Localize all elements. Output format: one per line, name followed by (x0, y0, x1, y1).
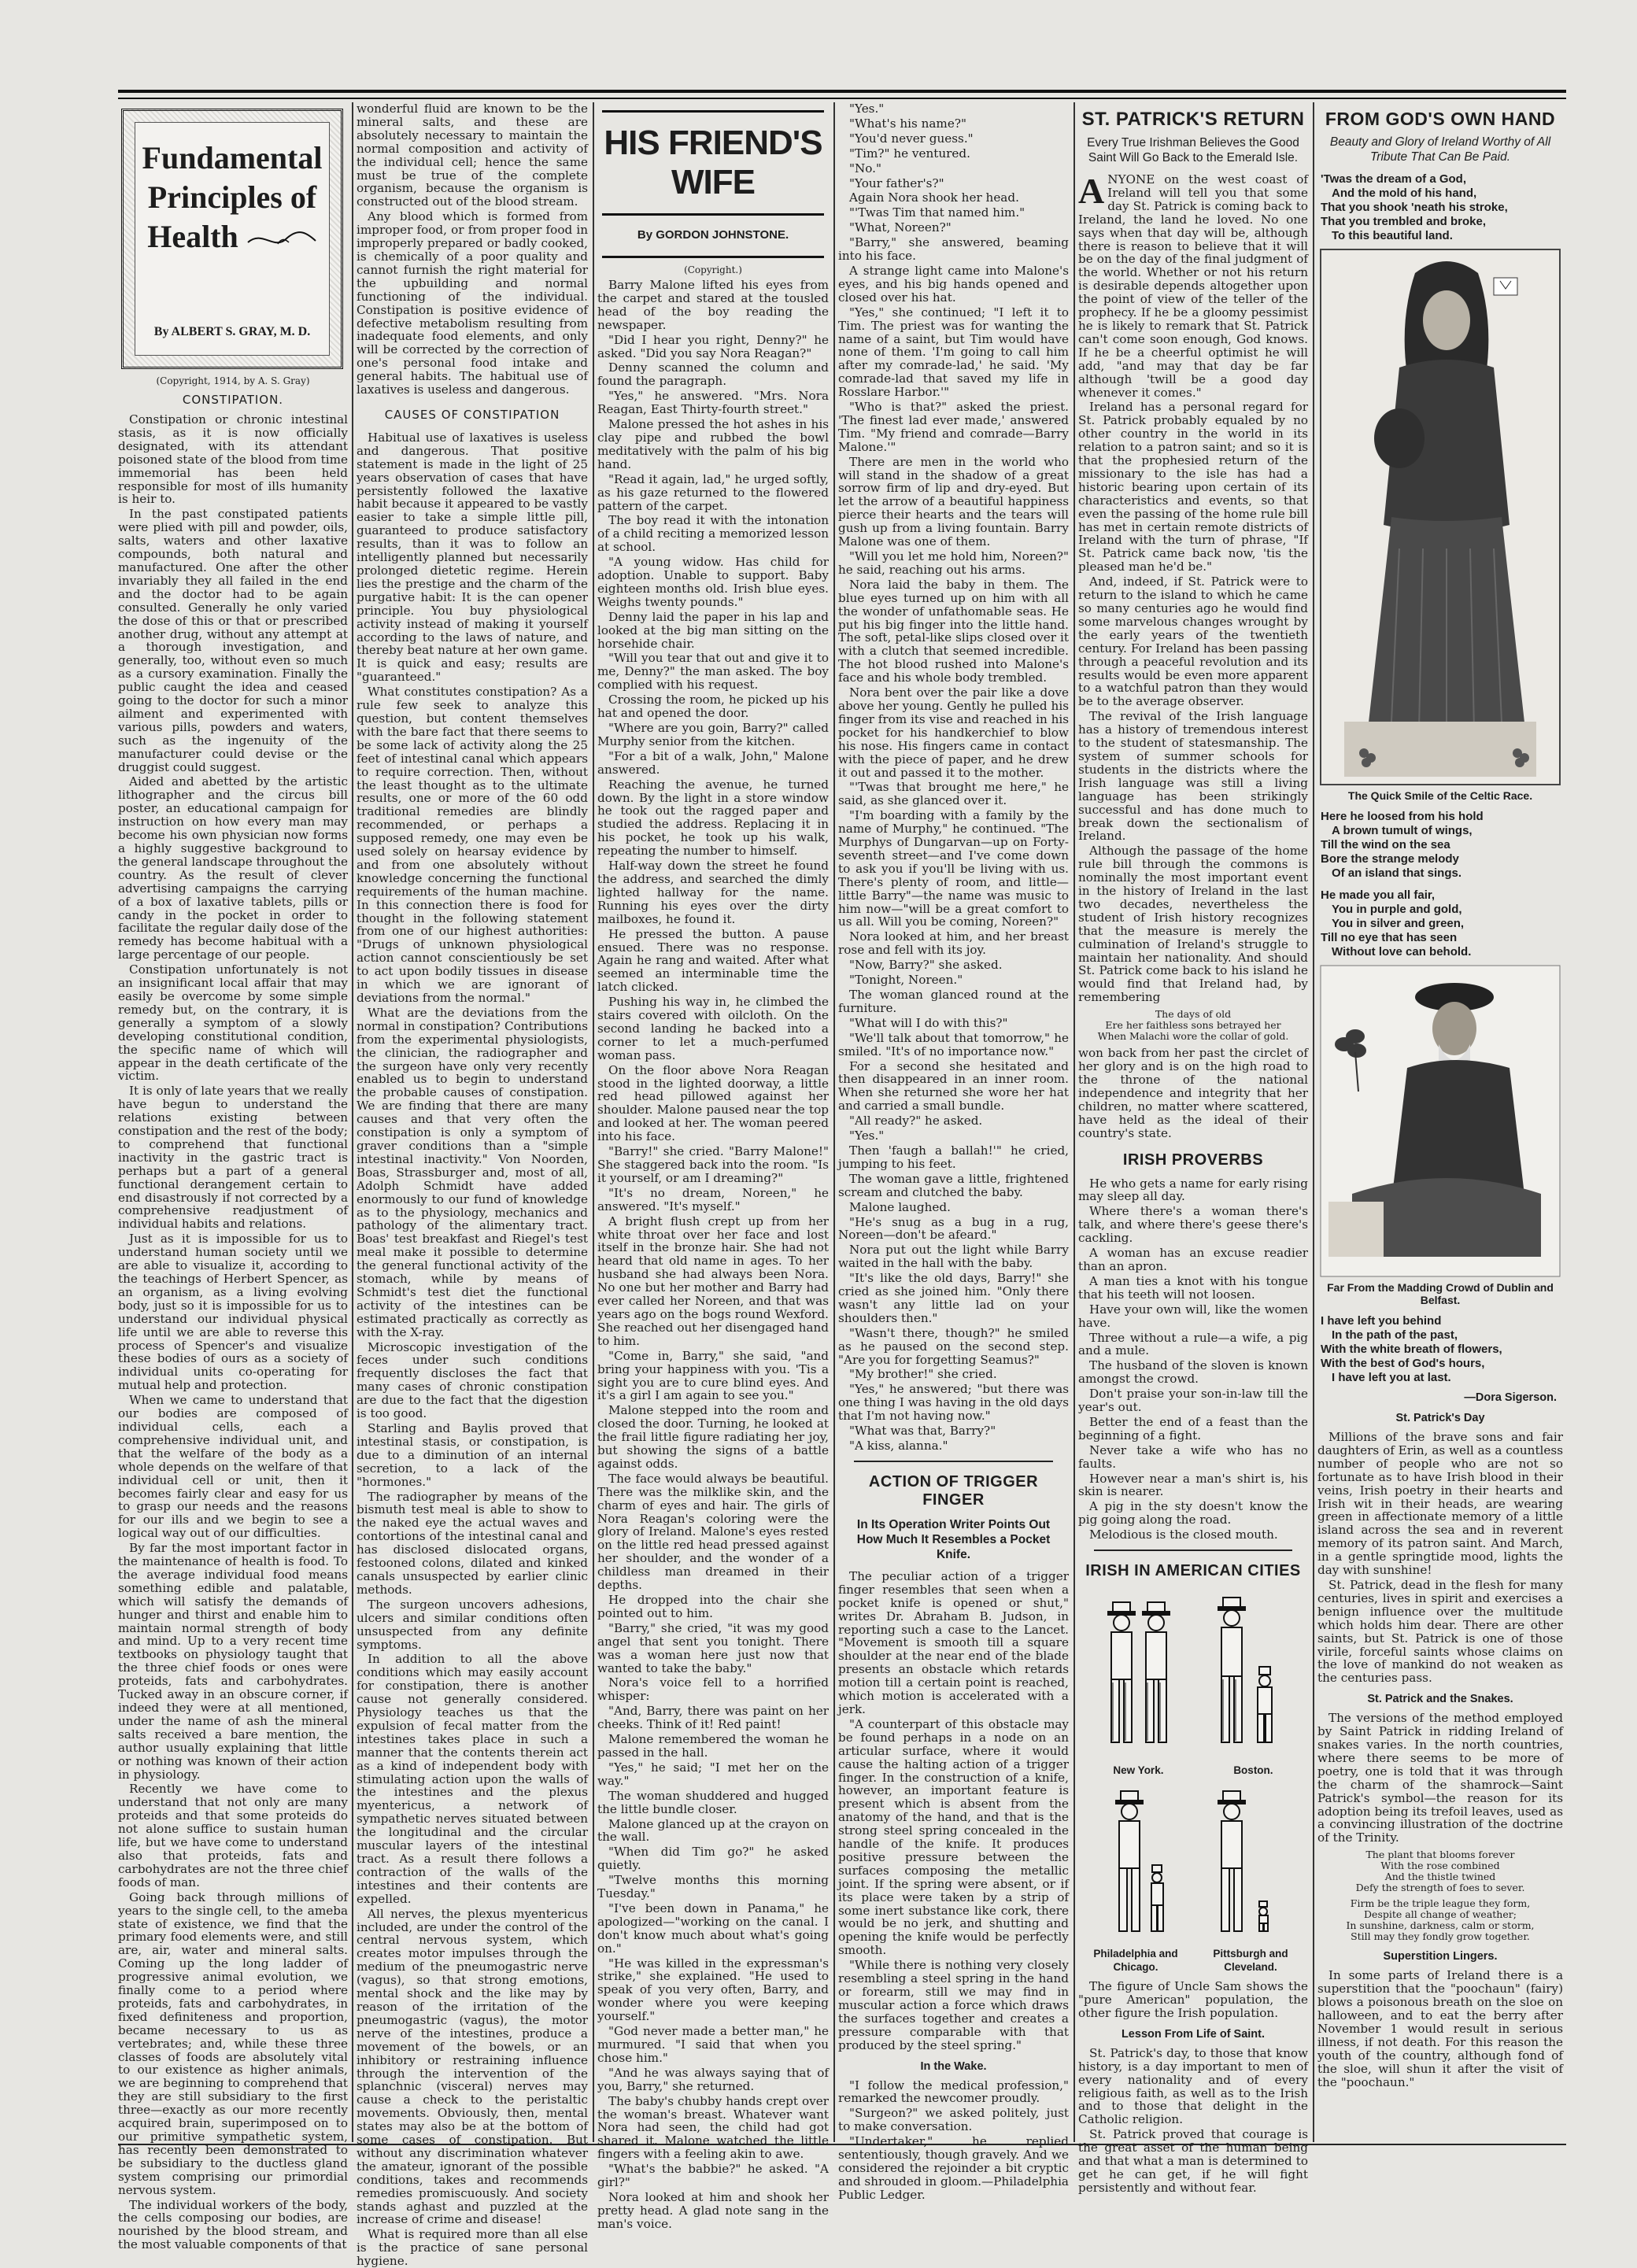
st-patrick-title: ST. PATRICK'S RETURN (1081, 109, 1305, 130)
paragraph: "I follow the medical profession," remarked the newcomer proudly. (838, 2078, 1069, 2106)
woman-portrait-icon (1321, 249, 1560, 785)
paragraph: The surgeon uncovers adhesions, ulcers and similar conditions often unsuspected from any definite symptoms. (357, 1597, 588, 1652)
uncle-sam-figures-icon (1081, 1783, 1305, 1941)
story-byline: By GORDON JOHNSTONE. (637, 228, 789, 242)
paragraph: Recently we have come to understand that not only are many proteids and that some proteids do not alone suffice to sustain human life, but we have come to understand also that proteids, fats and carbohydrates are not the three chief foods of man. (118, 1782, 348, 1889)
flourish-icon (246, 228, 317, 252)
uncle-sam-cartoon-row1 (1081, 1588, 1305, 1757)
paragraph: It is only of late years that we really have begun to understand the relations existing between constipation and the rest of the body; to comprehend that functional inactivity in the gastric tract is perhaps but a part of a general functional derangement certain to end disastrously if not corrected by a comprehensive readjustment of individual habits and relations. (118, 1084, 348, 1232)
paragraph: The figure of Uncle Sam shows the "pure American" population, the other figure the Irish population. (1078, 1979, 1308, 2020)
snakes-title: St. Patrick and the Snakes. (1367, 1693, 1513, 1706)
paragraph: "My brother!" she cried. (849, 1367, 997, 1382)
paragraph: In addition to all the above conditions which may easily account for constipation, there is another cause not generally considered. Physiology teaches us that the expulsion of fecal matter from the intestines takes place in such a manner that the contents therein act as a kind of independent body with stimulating action upon the walls of the intestines and the plexus myentericus, a network of sympathetic nerves situated between the longitudinal and the circular muscular layers of the intestinal tract. As a result there follows a contraction of the walls of the intestines and their contents are expelled. (357, 1652, 588, 1906)
paragraph: He dropped into the chair she pointed out to him. (597, 1593, 829, 1620)
paragraph: Although the passage of the home rule bill through the commons is nominally the most important event in the history of Ireland in the last two decades, nevertheless the student of Irish history recognizes that the measure is merely the culmination of Ireland's struggle to maintain her nationality. And should St. Patrick come back to his island he would find that Ireland had, by remembering (1078, 844, 1308, 1005)
paragraph: The radiographer by means of the bismuth test meal is able to show to the naked eye the actual waves and contortions of the intestinal canal and has disclosed dislocated organs, festooned colons, dilated and kinked canals unsuspected by earlier clinic methods. (357, 1489, 588, 1597)
paragraph: Again Nora shook her head. (849, 190, 1019, 205)
paragraph: By far the most important factor in the maintenance of health is food. To the average individual food means something edible and palatable, which will satisfy the demands of hunger and thirst and enable him to maintain normal strength of body and mind. Up to a very recent time textbooks on physiology taught that the three chief foods or ones were proteids, fats and carbohydrates. Tucked away in an obscure corner, if indeed they were at all mentioned, under the name of ash the mineral salts received a bare mention, the author usually explaining that little or nothing was known of their action in physiology. (118, 1541, 348, 1782)
paragraph: What is required more than all else is the practice of sane personal hygiene. (357, 2227, 588, 2268)
poem: 'Twas the dream of a God, And the mold of his hand, That you shook 'neath his stroke, That you trembled and broke, To this beautiful land. (1321, 172, 1508, 242)
top-rule (118, 90, 1566, 93)
proverb: He who gets a name for early rising may sleep all day. (1078, 1176, 1308, 1204)
paragraph: "Surgeon?" we asked politely, just to make conversation. (838, 2106, 1069, 2134)
paragraph: "Yes." (849, 1128, 885, 1143)
paragraph: Denny scanned the column and found the paragraph. (597, 360, 829, 389)
st-patrick-subtitle: Every True Irishman Believes the Good Saint Will Go Back to the Emerald Isle. (1087, 136, 1299, 164)
paragraph: "'Twas that brought me here," he said, as she glanced over it. (838, 780, 1069, 808)
photo-caption: Far From the Madding Crowd of Dublin and Belfast. (1327, 1281, 1554, 1306)
superstition-title: Superstition Lingers. (1383, 1950, 1498, 1963)
paragraph: On the floor above Nora Reagan stood in the lighted doorway, a little red head pillowed against her shoulder. Malone paused near the top and looked at her. The woman peered into his face. (597, 1062, 829, 1144)
paragraph: The face would always be beautiful. There was the milklike skin, and the charm of eyes and hair. The girls of Nora Reagan's coloring were the glory of Ireland. Malone's eyes rested on the little red head pressed against her shoulder, and the wonder of a childless man dreamed in their depths. (597, 1471, 829, 1593)
proverb: A pig in the sty doesn't know the pig going along the road. (1078, 1499, 1308, 1527)
health-copyright: (Copyright, 1914, by A. S. Gray) (156, 375, 310, 386)
paragraph: St. Patrick proved that courage is the great asset of the human being and that what a man is determined to get he can get, if he will fight persistently and without fear. (1078, 2127, 1308, 2195)
paragraph: "It's no dream, Noreen," he answered. "It's myself." (597, 1185, 829, 1213)
paragraph: "Yes," he said; "I met her on the way." (597, 1760, 829, 1788)
paragraph: "Yes," he answered; "but there was one thing I was having in the old days that I'm not having now." (838, 1382, 1069, 1424)
story-rule (602, 256, 824, 258)
paragraph: Malone glanced up at the crayon on the wall. (597, 1816, 829, 1845)
paragraph: Half-way down the street he found the address, and searched the dimly lighted hallway for the name. Running his eyes over the dirty mailboxes, he found it. (597, 859, 829, 926)
paragraph: "Twelve months this morning Tuesday." (597, 1873, 829, 1901)
column-divider (1073, 102, 1075, 2142)
paragraph: "We'll talk about that tomorrow," he smiled. "It's of no importance now." (838, 1030, 1069, 1058)
paragraph: The individual workers of the body, the cells composing our bodies, are nourished by the blood stream, and the most valuable components of that (118, 2197, 348, 2252)
paragraph: "You'd never guess." (849, 131, 974, 146)
paragraph: He pressed the button. A pause ensued. There was no response. Again he rang and waited. After what seemed an interminable time the latch clicked. (597, 926, 829, 995)
poem-author: —Dora Sigerson. (1464, 1391, 1557, 1404)
column-divider (352, 102, 353, 2142)
paragraph: A strange light came into Malone's eyes, and his big hands opened and closed over his hat. (838, 263, 1069, 305)
paragraph: Crossing the room, he picked up his hat and opened the door. (597, 693, 829, 721)
paragraph: What are the deviations from the normal in constipation? Contributions from the experimental physiologists, the clinician, the radiographer and the surgeon have only very recently enabled us to begin to understand the probable causes of constipation. We are finding that there are many causes and that very often the constipation is only a symptom of graver conditions than a "simple intestinal inactivity." Von Noorden, Boas, Strassburger and, most of all, Adolph Schmidt have added enormously to our fund of knowledge as to the physiology, mechanics and pathology of the alimentary tract. Boas' test breakfast and Riegel's test meal make it possible to determine the general functional activity of the stomach, while by means of Schmidt's test diet the functional activity of the intestines can be estimated practically as correctly as with the X-ray. (357, 1005, 588, 1339)
paragraph: Malone stepped into the room and closed the door. Turning, he looked at the frail little figure radiating her joy, but showing the signs of a battle against odds. (597, 1403, 829, 1471)
drop-cap: A (1078, 171, 1105, 211)
proverbs-title: IRISH PROVERBS (1122, 1151, 1264, 1169)
st-patricks-day-title: St. Patrick's Day (1395, 1412, 1485, 1424)
health-byline: By ALBERT S. GRAY, M. D. (153, 325, 311, 338)
paragraph: Nora put out the light while Barry waited in the hall with the baby. (838, 1243, 1069, 1271)
paragraph: ANYONE on the west coast of Ireland will tell you that some day St. Patrick is coming back to Ireland, the land he loved. No one says when that day will be, although there is reason to believe that it will be on the day of the final judgment of the world. Whether or not his return is desirable depends altogether upon the point of view of the teller of the prophecy. If he be a gloomy pessimist he is likely to remark that St. Patrick can't come soon enough, God knows. If he be a cheerful optimist he will add, "and may that day be far although 'twill be a good day whenever it comes." (1078, 171, 1308, 400)
paragraph: Habitual use of laxatives is useless and dangerous. That positive statement is made in the light of 25 years observation of cases that have persistently followed the laxative habit because it appeared to be vastly easier to take a simple little pill, guaranteed to produce satisfactory results, than it was to follow an intelligently planned but necessarily prolonged dietetic regime. Herein lies the prestige and the charm of the purgative habit: It is the can opener principle. You buy physiological activity instead of making it yourself according to the laws of nature, and thereby beat nature at her own game. It is quick and easy; results are "guaranteed." (357, 430, 588, 685)
column-st-patrick (1078, 102, 1308, 2195)
paragraph: "Barry!" she cried. "Barry Malone!" She staggered back into the room. "Is it yourself, or am I dreaming?" (597, 1144, 829, 1185)
paragraph: "Barry," she cried, "it was my good angel that sent you tonight. There was a woman here just now that wanted to take the baby." (597, 1620, 829, 1675)
wake-title: In the Wake. (920, 2059, 987, 2073)
paragraph: Millions of the brave sons and fair daughters of Erin, as well as a countless number of people who are not so fortunate as to have Irish blood in their veins, Irish poetry in their hearts and Irish wit in their heads, are wearing green in affectionate memory of a little island across the sea and in reverent memory of its patron saint. And March, in a gentle springtide mood, lights the day with sunshine! (1317, 1430, 1563, 1578)
paragraph: "While there is nothing very closely resembling a steel spring in the hand or forearm, still we may find in muscular action a force which draws the surfaces together and creates a pressure comparable with that produced by the steel spring." (838, 1958, 1069, 2052)
paragraph: Reaching the avenue, he turned down. By the light in a store window he took out the ragged paper and studied the address. Replacing it in his pocket, he took up his walk, repeating the number to himself. (597, 777, 829, 859)
paragraph: "He's snug as a bug in a rug, Noreen—don't be afeard." (838, 1214, 1069, 1243)
column-divider (833, 102, 835, 2142)
paragraph: When we came to understand that our bodies are composed of individual cells, each a comprehensive individual unit, and that the welfare of the body as a whole depends on the welfare of that individual cell or unit, then it becomes fairly clear and easy for us to grasp our needs and the reasons for our ills and we begin to see a logical way out of our difficulties. (118, 1393, 348, 1541)
paragraph: "And, Barry, there was paint on her cheeks. Think of it! Red paint! (597, 1704, 829, 1732)
paragraph: "What's his name?" (849, 116, 966, 131)
man-portrait-icon (1321, 966, 1560, 1276)
paragraph: "Tim?" he ventured. (849, 146, 970, 161)
paragraph: Just as it is impossible for us to understand human society until we are able to visualize it, according to the teachings of Herbert Spencer, as an organism, as a living evolving body, just so it is impossible for us to understand our individual physical life until we are able to reverse this process of Spencer's and visualize these bodies of ours as a society of individual units co-operating for mutual help and protection. (118, 1232, 348, 1393)
paragraph: "Read it again, lad," he urged softly, as his gaze returned to the flowered pattern of the carpet. (597, 471, 829, 513)
paragraph: "A counterpart of this obstacle may be found perhaps in a node on an articular surface, where it would cause the halting action of a trigger finger. In the construction of a knife, however, an important feature is present which is absent from the anatomy of the hand, and that is the strong steel spring concealed in the handle of the knife. It produces positive pressure between the surfaces composing the metallic joint. If the spring were absent, or if its place were taken by a strip of some inert substance like cork, there would be no jerk, and shutting and opening the knife would be perfectly smooth. (838, 1716, 1069, 1958)
verse: The plant that blooms forever With the rose combined And the thistle twined Defy the strength of foes to sever. Firm be the triple league they form, Despite all change of weather; In sunshine, darkness, calm or storm, Still may they fondly grow together. (1346, 1849, 1535, 1943)
uncle-sam-cartoon-row2 (1081, 1783, 1305, 1941)
paragraph: "A young widow. Has child for adoption. Unable to support. Baby eighteen months old. Irish blue eyes. Weighs twenty pounds." (597, 555, 829, 609)
top-rule-thin (118, 98, 1566, 99)
cities-title: IRISH IN AMERICAN CITIES (1085, 1562, 1301, 1580)
proverb: Melodious is the closed mouth. (1089, 1527, 1278, 1542)
paragraph: Nora bent over the pair like a dove above her young. Gently he pulled his finger from its vise and reached in his pocket for his handkerchief to blow his nose. His fingers came in contact with the piece of paper, and he drew it out and passed it to the mother. (838, 685, 1070, 780)
paragraph: The woman gave a little, frightened scream and clutched the baby. (838, 1171, 1069, 1199)
proverb: Three without a rule—a wife, a pig and a mule. (1078, 1330, 1308, 1358)
paragraph: Going back through millions of years to the single cell, to the ameba state of existence, we find that the primary food elements were, and still are, air, water and mineral salts. Coming up the long ladder of progressive animal evolution, we finally come to a period where proteids, fats and carbohydrates, in fixed definiteness and proportion, became necessary to us as vertebrates; and, while these three classes of foods are absolutely vital to our existence as higher animals, we are beginning to comprehend that they are still subsidiary to the first three—exactly as our more recently acquired brain, superimposed on to our primitive sympathetic system, has recently been demonstrated to be subsidiary to the ductless gland system comprising our primordial nervous system. (118, 1889, 348, 2197)
paragraph: "Wasn't there, though?" he smiled as he paused on the second step. "Are you for forgetting Seamus?" (838, 1325, 1069, 1367)
paragraph: Denny laid the paper in his lap and looked at the big man sitting on the horsehide chair. (597, 609, 829, 651)
poem: Here he loosed from his hold A brown tumult of wings, Till the wind on the sea Bore the strange melody Of an island that sings. He made you all fair, You in purple and gold, You in silver and green, Till no eye that has seen Without love can behold. (1321, 810, 1484, 959)
trigger-finger-title: ACTION OF TRIGGER FINGER (868, 1472, 1039, 1509)
paragraph: "Who is that?" asked the priest. 'The finest lad ever made,' answered Tim. "My friend and comrade—Barry Malone.'" (838, 400, 1069, 454)
health-column-logo (121, 109, 343, 369)
paragraph: "'Twas Tim that named him." (849, 205, 1025, 220)
paragraph: "What, Noreen?" (849, 220, 952, 235)
paragraph: "Barry," she answered, beaming into his face. (838, 235, 1069, 264)
paragraph: "I've been down in Panama," he apologized—"working on the canal. I don't know much about what's going on." (597, 1900, 829, 1956)
irish-woman-photo (1321, 249, 1560, 785)
paragraph: Barry Malone lifted his eyes from the carpet and stared at the tousled head of the boy reading the newspaper. (597, 278, 829, 332)
proverb: The husband of the sloven is known amongst the crowd. (1078, 1358, 1308, 1387)
paragraph: Any blood which is formed from improper food, or from proper food in improperly prepared or badly cooked, is chemically of a poor quality and cannot furnish the right material for the upbuilding and normal functioning of the individual. Constipation is positive evidence of defective metabolism resulting from inadequate food elements, and only will be corrected by the correction of one's personal food intake and general habits. The habitual use of laxatives is useless and dangerous. (357, 209, 588, 397)
paragraph: "What will I do with this?" (849, 1015, 1008, 1030)
proverb: Don't praise your son-in-law till the year's out. (1078, 1387, 1308, 1415)
paragraph: Malone pressed the hot ashes in his clay pipe and rubbed the bowl meditatively with the palm of his big hand. (597, 417, 829, 471)
lesson-title: Lesson From Life of Saint. (1121, 2027, 1266, 2041)
paragraph: "Will you tear that out and give it to me, Denny?" the man asked. The boy complied with his request. (597, 651, 829, 693)
paragraph: There are men in the world who will stand in the shadow of a great sorrow firm of lip and dry-eyed. But let the arrow of a beautiful happiness pierce their hearts and the tears will gush up from a living fountain. Barry Malone was one of them. (838, 454, 1069, 549)
column-health-continued (357, 102, 588, 2268)
paragraph: Nora looked at him and shook her pretty head. A glad note sang in the man's voice. (597, 2189, 829, 2231)
proverb: A woman has an excuse readier than an apron. (1078, 1246, 1308, 1273)
paragraph: The baby's chubby hands crept over the woman's breast. Whatever want Nora had seen, the child had got shared it. Malone watched the little fingers with a feeling akin to awe. (597, 2093, 829, 2162)
paragraph: The woman shuddered and hugged the little bundle closer. (597, 1788, 829, 1816)
logo-title: Fundamental Principles of Health (142, 140, 323, 254)
trigger-finger-subtitle: In Its Operation Writer Points Out How Much It Resembles a Pocket Knife. (856, 1517, 1051, 1561)
paragraph: St. Patrick's day, to those that know history, is a day important to men of every nationality and of every religious faith, as well as to the Irish and to those that delight in the Catholic religion. (1078, 2045, 1308, 2127)
paragraph: "Where are you goin, Barry?" called Murphy senior from the kitchen. (597, 721, 829, 748)
paragraph: The boy read it with the intonation of a child reciting a memorized lesson at school. (597, 513, 829, 555)
section-heading: CAUSES OF CONSTIPATION (384, 407, 560, 422)
paragraph: And, indeed, if St. Patrick were to return to the island to which he came so many centuries ago he would find some marvelous changes wrought by the early years of the twentieth century. For Ireland has been passing through a peaceful revolution and its results would be even more apparent to a watchful patron than they would be to the average observer. (1078, 574, 1308, 709)
proverb: Where there's a woman there's talk, and where there's geese there's cackling. (1078, 1204, 1308, 1246)
irish-man-photo (1321, 966, 1560, 1276)
paragraph: The peculiar action of a trigger finger resembles that seen when a pocket knife is opened or shut," writes Dr. Abraham B. Judson, in reporting such a case to the Lancet. "Movement is smooth till a square shoulder at the near end of the blade presents an obstacle which retards motion till a certain point is reached, which motion is accelerated with a jerk. (838, 1568, 1069, 1716)
proverb: Better the end of a feast than the beginning of a fight. (1078, 1414, 1308, 1442)
paragraph: "I'm boarding with a family by the name of Murphy," he continued. "The Murphys of Dungarvan—up on Forty-seventh street—and I've come down to ask you if you'll be living with us. There's plenty of room, and little—little Barry"—the name was music to him now—"will be a great comfort to us all. Will you be coming, Noreen?" (838, 808, 1069, 929)
proverb: Have your own will, like the women have. (1078, 1302, 1308, 1330)
gods-hand-subtitle: Beauty and Glory of Ireland Worthy of All Tribute That Can Be Paid. (1329, 135, 1551, 164)
paragraph: "God never made a better man," he murmured. "I said that when you chose him." (597, 2024, 829, 2065)
paragraph: "Will you let me hold him, Noreen?" he said, reaching out his arms. (838, 549, 1069, 577)
gods-hand-title: FROM GOD'S OWN HAND (1325, 109, 1556, 129)
cities-caption-row1: New York. Boston. (1113, 1764, 1273, 1777)
paragraph: In some parts of Ireland there is a superstition that the "poochaun" (fairy) blows a poisonous breath on the sloe on halloween, and to eat the berry after November 1 would result in serious illness, if not death. For this reason the youth of the country, although fond of the sloe, will shun it after the visit of the "poochaun." (1317, 1968, 1563, 2089)
paragraph: wonderful fluid are known to be the mineral salts, and these are absolutely necessary to maintain the normal composition and activity of the individual cell; hence the same must be true of the complete organism, because the organism is constructed out of the blood stream. (357, 102, 588, 209)
paragraph: St. Patrick, dead in the flesh for many centuries, lives in spirit and exercises a benign influence over the multitude which holds him dear. There are other saints, but St. Patrick is one of those virile, forceful saints whose claims on the love of mankind do not weaken as the centuries pass. (1317, 1577, 1563, 1686)
paragraph: The versions of the method employed by Saint Patrick in ridding Ireland of snakes varies. In the north countries, where there seems to be more of poetry, one is told that it was through the charm of the shamrock—Saint Patrick's symbol—the reason for its adoption being its trefoil leaves, used as a convincing illustration of the doctrine of the Trinity. (1317, 1711, 1563, 1845)
paragraph: "Undertaker," he replied sententiously, though gravely. And we considered the rejoinder a bit cryptic and shrouded in gloom.—Philadelphia Public Ledger. (838, 2134, 1069, 2202)
paragraph: Ireland has a personal regard for St. Patrick probably equaled by no other country in the world in its relation to a patron saint; and so it is that the prophesied return of the missionary to the isle has had a historic bearing upon certain of its characteristics and events, so that even the passing of the home rule bill has met in certain remote districts of Ireland with the turn of phrase, "If St. Patrick came back now, 'tis the pleased man he'd be." (1078, 400, 1308, 574)
paragraph: Aided and abetted by the artistic lithographer and the circus bill poster, an educational campaign for instruction on how every man may become his own physician now forms a highly suggestive background to the general landscape throughout the country. As the result of clever advertising campaigns the carrying of a box of laxative tablets, pills or candy in the pocket in order to facilitate the regular daily dose of the remedy has become habitual with a large percentage of our people. (118, 774, 348, 962)
column-divider (1313, 102, 1314, 2142)
paragraph: "No." (849, 161, 881, 175)
paragraph: In the past constipated patients were plied with pill and powder, oils, salts, waters and other laxative compounds, both natural and manufactured. One after the other invariably they all failed in the end and the doctor had to be again consulted. Generally he only varied the dose of this or that or prescribed another drug, without any attempt at a thorough investigation, and generally, too, without even so much as a cursory examination. Finally the public caught the idea and ceased going to the doctor for such a minor ailment and experimented with various pills, powders and waters, such as the ingenuity of the manufacturer could devise or the druggist could suggest. (118, 507, 348, 774)
cities-caption-row2: Philadelphia and Chicago. Pittsburgh and Cleveland. (1093, 1948, 1288, 1974)
paragraph: Malone remembered the woman he passed in the hall. (597, 1732, 829, 1760)
photo-caption: The Quick Smile of the Celtic Race. (1347, 789, 1533, 802)
paragraph: Constipation unfortunately is not an insignificant local affair that may easily be overcome by some simple remedy but, on the contrary, it is generally a symptom of a slowly developing constitutional condition, the specific name of which will appear in the death certificate of the victim. (118, 962, 348, 1084)
paragraph: "Yes," he answered. "Mrs. Nora Reagan, East Thirty-fourth street." (597, 389, 829, 417)
paragraph: All nerves, the plexus myentericus included, are under the control of the central nervous system, which creates motor impulses through the medium of the pneumogastric nerve (vagus), so that strong emotions, mental shock and the like may by reason of the irritation of the pneumogastric (vagus), the motor nerve of the intestines, produce a movement of the bowels, or an inhibitory or restraining influence through the intervention of the splanchnic (visceral) nerves may cause a check to the peristaltic movements. Obviously, then, mental states may also be at the bottom of some cases of constipation. But without any discrimination whatever the amateur, ignorant of the possible conditions, takes and recommends remedies promiscuously. And society stands aghast and puzzled at the increase of crime and disease! (357, 1906, 588, 2227)
paragraph: Then 'faugh a ballah!'" he cried, jumping to his feet. (838, 1143, 1069, 1171)
story-title: HIS FRIEND'S WIFE (604, 124, 822, 201)
paragraph: The woman glanced round at the furniture. (838, 988, 1069, 1015)
paragraph: A bright flush crept up from her white throat over her face and lost itself in the bronze hair. She had not heard that old name in ages. To her husband she had always been Nora. No one but her mother and Barry had ever called her Noreen, and that was years ago on the bogs round Wexford. She reached out her disengaged hand to him. (597, 1213, 829, 1348)
paragraph: "What was that, Barry?" (849, 1424, 996, 1439)
paragraph: "All ready?" he asked. (849, 1114, 983, 1128)
paragraph: Nora laid the baby in them. The blue eyes turned up on him with all the wonder of unfathomable seas. He put his big finger into the little hand. The soft, petal-like slips closed over it with a clutch that seemed incredible. The hot blood rushed into Malone's face and his whole body trembled. (838, 577, 1069, 685)
paragraph: "Tonight, Noreen." (849, 973, 963, 988)
health-topic: CONSTIPATION. (182, 393, 284, 407)
paragraph: "For a bit of a walk, John," Malone answered. (597, 748, 829, 777)
paragraph: "A kiss, alanna." (849, 1439, 948, 1453)
divider (854, 1461, 1053, 1462)
column-gods-own-hand (1317, 102, 1563, 2141)
paragraph: The revival of the Irish language has a history of tremendous interest to the student of statesmanship. The system of summer schools for students in the districts where the Irish language was still a living language has been strikingly successful and has done much to break down the sectionalism of Ireland. (1078, 709, 1308, 844)
column-story (597, 102, 829, 2231)
paragraph: "He was killed in the expressman's strike," she explained. "He used to speak of you very often, Barry, and wonder where you were keeping yourself." (597, 1956, 829, 2024)
paragraph: "Your father's?" (849, 175, 944, 190)
paragraph: Constipation or chronic intestinal stasis, as it is now officially designated, with its attendant poisoned state of the blood from time immemorial has been held responsible for most of ills humanity is heir to. (118, 412, 348, 507)
divider (1094, 1550, 1292, 1551)
paragraph: "It's like the old days, Barry!" she cried as she joined him. "Only there wasn't any little lad on your shoulders then." (838, 1271, 1069, 1325)
proverb: However near a man's shirt is, his skin is nearer. (1078, 1471, 1308, 1499)
paragraph: Microscopic investigation of the feces under such conditions frequently discloses the fact that many cases of chronic constipation are due to the fact that the digestion is too good. (357, 1339, 588, 1421)
paragraph: "Yes," she continued; "I left it to Tim. The priest was for wanting the name of a saint, but Tim would have none of them. 'I'm going to call him after my comrade-lad,' he said. 'My comrade-lad that saved my life in Rosslare Harbor.'" (838, 305, 1069, 400)
column-story-continued (838, 102, 1070, 2202)
paragraph: For a second she hesitated and then disappeared in an inner room. When she returned she wore her hat and carried a small bundle. (838, 1058, 1069, 1114)
paragraph: "Now, Barry?" she asked. (849, 958, 1003, 973)
paragraph: "Did I hear you right, Denny?" he asked. "Did you say Nora Reagan?" (597, 332, 829, 360)
paragraph: Malone laughed. (849, 1199, 951, 1214)
paragraph: Nora looked at him, and her breast rose and fell with its joy. (838, 929, 1069, 958)
story-copyright: (Copyright.) (684, 264, 742, 275)
paragraph: won back from her past the circlet of her glory and is on the high road to the throne of the national independence and integrity that her children, no matter where scattered, have held as the ideal of their country's state. (1078, 1046, 1308, 1140)
verse: The days of old Ere her faithless sons betrayed her When Malachi wore the collar of gold. (1097, 1008, 1289, 1043)
column-health (118, 102, 348, 2252)
proverb: Never take a wife who has no faults. (1078, 1442, 1308, 1471)
paragraph: "Come in, Barry," she said, "and bring your happiness with you. 'Tis a sight you are to cure blind eyes. And it's a girl I am again to see you." (597, 1348, 829, 1403)
story-title-box (602, 110, 824, 216)
paragraph: "What's the babbie?" he asked. "A girl?" (597, 2162, 829, 2190)
paragraph: "Yes." (849, 102, 885, 116)
paragraph: Starling and Baylis proved that intestinal stasis, or constipation, is due to a diminution of an internal secretion, to a lack of the "hormones." (357, 1421, 588, 1489)
paragraph: Nora's voice fell to a horrified whisper: (597, 1675, 829, 1704)
proverb: A man ties a knot with his tongue that his teeth will not loosen. (1078, 1273, 1308, 1302)
uncle-sam-figures-icon (1081, 1588, 1305, 1757)
poem: I have left you behind In the path of the past, With the white breath of flowers, With the best of God's hours, I have left you at last. (1321, 1314, 1502, 1384)
paragraph: Pushing his way in, he climbed the stairs covered with oilcloth. On the second landing he backed into a corner to let a much-perfumed woman pass. (597, 995, 829, 1062)
paragraph: "And he was always saying that of you, Barry," she returned. (597, 2065, 829, 2093)
paragraph: What constitutes constipation? As a rule few seek to analyze this question, but content themselves with the bare fact that there seems to be some lack of activity along the 25 feet of intestinal canal which appears to require correction. Then, without the least thought as to the ultimate results, one or more of the 60 odd traditional remedies are blindly recommended, or perhaps a supposed remedy, one may even be used solely on hearsay evidence by and from one absolutely without knowledge concerning the functional requirements of the human machine. In this connection there is food for thought in the following statement from one of our highest authorities: "Drugs of unknown physiological action cannot conscientiously be set to act upon bodily tissues in disease in which we are ignorant of deviations from the normal." (357, 685, 588, 1005)
paragraph: "When did Tim go?" he asked quietly. (597, 1845, 829, 1873)
column-divider (593, 102, 594, 2142)
